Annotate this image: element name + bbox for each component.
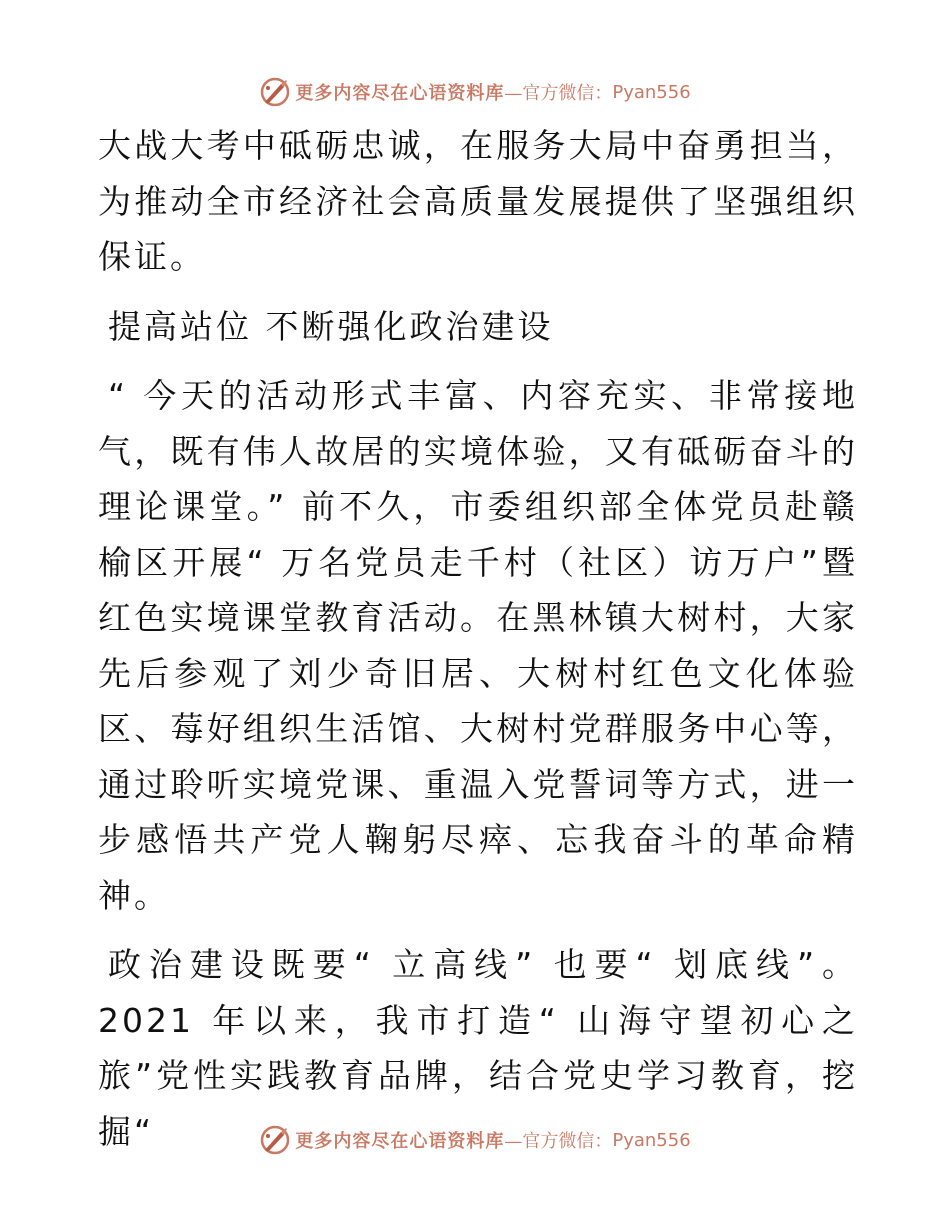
pen-logo-icon (259, 1124, 291, 1156)
footer-watermark (0, 1120, 950, 1160)
header-watermark-id: Pyan556 (612, 81, 691, 103)
header-watermark-dash: —官方微信： (504, 83, 613, 104)
footer-watermark-id: Pyan556 (612, 1129, 691, 1151)
header-watermark-text: 更多内容尽在心语资料库 (295, 83, 505, 104)
footer-watermark-text: 更多内容尽在心语资料库 (295, 1131, 505, 1152)
section-heading: 提高站位 不断强化政治建设 (108, 306, 554, 346)
pen-logo-icon (259, 76, 291, 108)
paragraph-activity: “ 今天的活动形式丰富、内容充实、非常接地气，既有伟人故居的实境体验，又有砥砺奋斗的理论课堂。” 前不久，市委组织部全体党员赴赣榆区开展“ 万名党员走千村（社区）访万户”暨红色实境课堂教育活动。在黑林镇大树村，大家先后参观了刘少奇旧居、大树村红色文化体验区、莓好组织生活馆、大树村党群服务中心等，通过聆听实境党课、重温入党誓词等方式，进一步感悟共产党人鞠躬尽瘁、忘我奋斗的革命精神。 (98, 376, 858, 915)
paragraph-political-building: 政治建设既要“ 立高线” 也要“ 划底线”。2021 年以来，我市打造“ 山海守望初心之旅”党性实践教育品牌，结合党史学习教育，挖掘“ (98, 945, 858, 1151)
paragraph-intro: 大战大考中砥砺忠诚，在服务大局中奋勇担当，为推动全市经济社会高质量发展提供了坚强组织保证。 (98, 126, 858, 276)
header-watermark (0, 72, 950, 112)
document-body (98, 118, 858, 1173)
footer-watermark-dash: —官方微信： (504, 1131, 613, 1152)
